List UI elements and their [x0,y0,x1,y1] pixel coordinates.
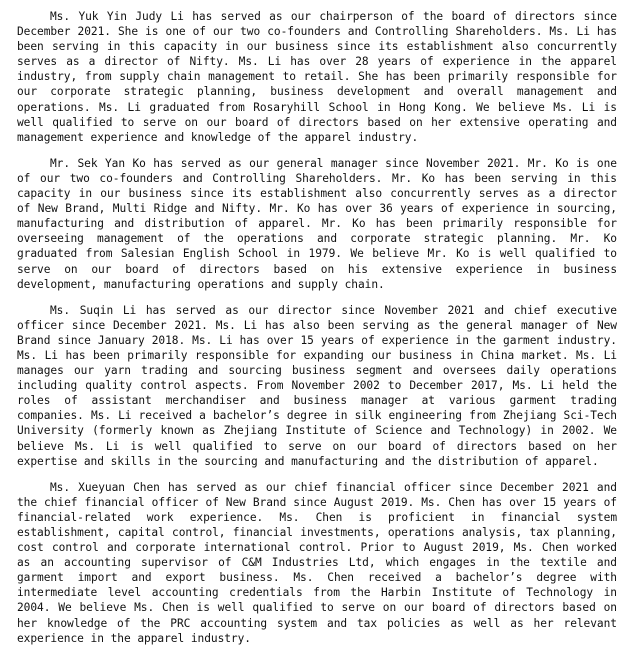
bio-paragraph-xueyuan-chen: Ms. Xueyuan Chen has served as our chief financial officer since December 2021 and the chief financial officer of New Brand since August 2019. Ms. Chen has over 15 years of financial-related work experience. Ms. Chen is proficient in financial system establishment, capital control, financial investments, operations analysis, tax planning, cost control and corporate international control. Prior to August 2019, Ms. Chen worked as an accounting supervisor of C&M Industries Ltd, which engages in the textile and garment import and export business. Ms. Chen received a bachelor’s degree with intermediate level accounting credentials from the Harbin Institute of Technology in 2004. We believe Ms. Chen is well qualified to serve on our board of directors based on her knowledge of the PRC accounting system and tax policies as well as her relevant experience in the apparel industry. [17,480,617,645]
document-body [17,9,617,646]
bio-paragraph-sek-yan-ko: Mr. Sek Yan Ko has served as our general manager since November 2021. Mr. Ko is one of our two co-founders and Controlling Shareholders. Mr. Ko has been serving in this capacity in our business since its establishment also concurrently serves as a director of New Brand, Multi Ridge and Nifty. Mr. Ko has over 36 years of experience in sourcing, manufacturing and distribution of apparel. Mr. Ko has been primarily responsible for overseeing management of the operations and corporate strategic planning. Mr. Ko graduated from Salesian English School in 1979. We believe Mr. Ko is well qualified to serve on our board of directors based on his extensive experience in business development, manufacturing operations and supply chain. [17,156,617,291]
bio-paragraph-yuk-yin-judy-li: Ms. Yuk Yin Judy Li has served as our chairperson of the board of directors since December 2021. She is one of our two co-founders and Controlling Shareholders. Ms. Li has been serving in this capacity in our business since its establishment also concurrently serves as a director of Nifty. Ms. Li has over 28 years of experience in the apparel industry, from supply chain management to retail. She has been primarily responsible for our corporate strategic planning, business development and overall management and operations. Ms. Li graduated from Rosaryhill School in Hong Kong. We believe Ms. Li is well qualified to serve on our board of directors based on her extensive operating and management experience and knowledge of the apparel industry. [17,10,617,144]
bio-paragraph-suqin-li: Ms. Suqin Li has served as our director since November 2021 and chief executive officer since December 2021. Ms. Li has also been serving as the general manager of New Brand since January 2018. Ms. Li has over 15 years of experience in the garment industry. Ms. Li has been primarily responsible for expanding our business in China market. Ms. Li manages our yarn trading and sourcing business segment and oversees daily operations including quality control aspects. From November 2002 to December 2017, Ms. Li held the roles of assistant merchandiser and business manager at various garment trading companies. Ms. Li received a bachelor’s degree in silk engineering from Zhejiang Sci-Tech University (formerly known as Zhejiang Institute of Science and Technology) in 2002. We believe Ms. Li is well qualified to serve on our board of directors based on her expertise and skills in the sourcing and manufacturing and the distribution of apparel. [17,303,617,468]
